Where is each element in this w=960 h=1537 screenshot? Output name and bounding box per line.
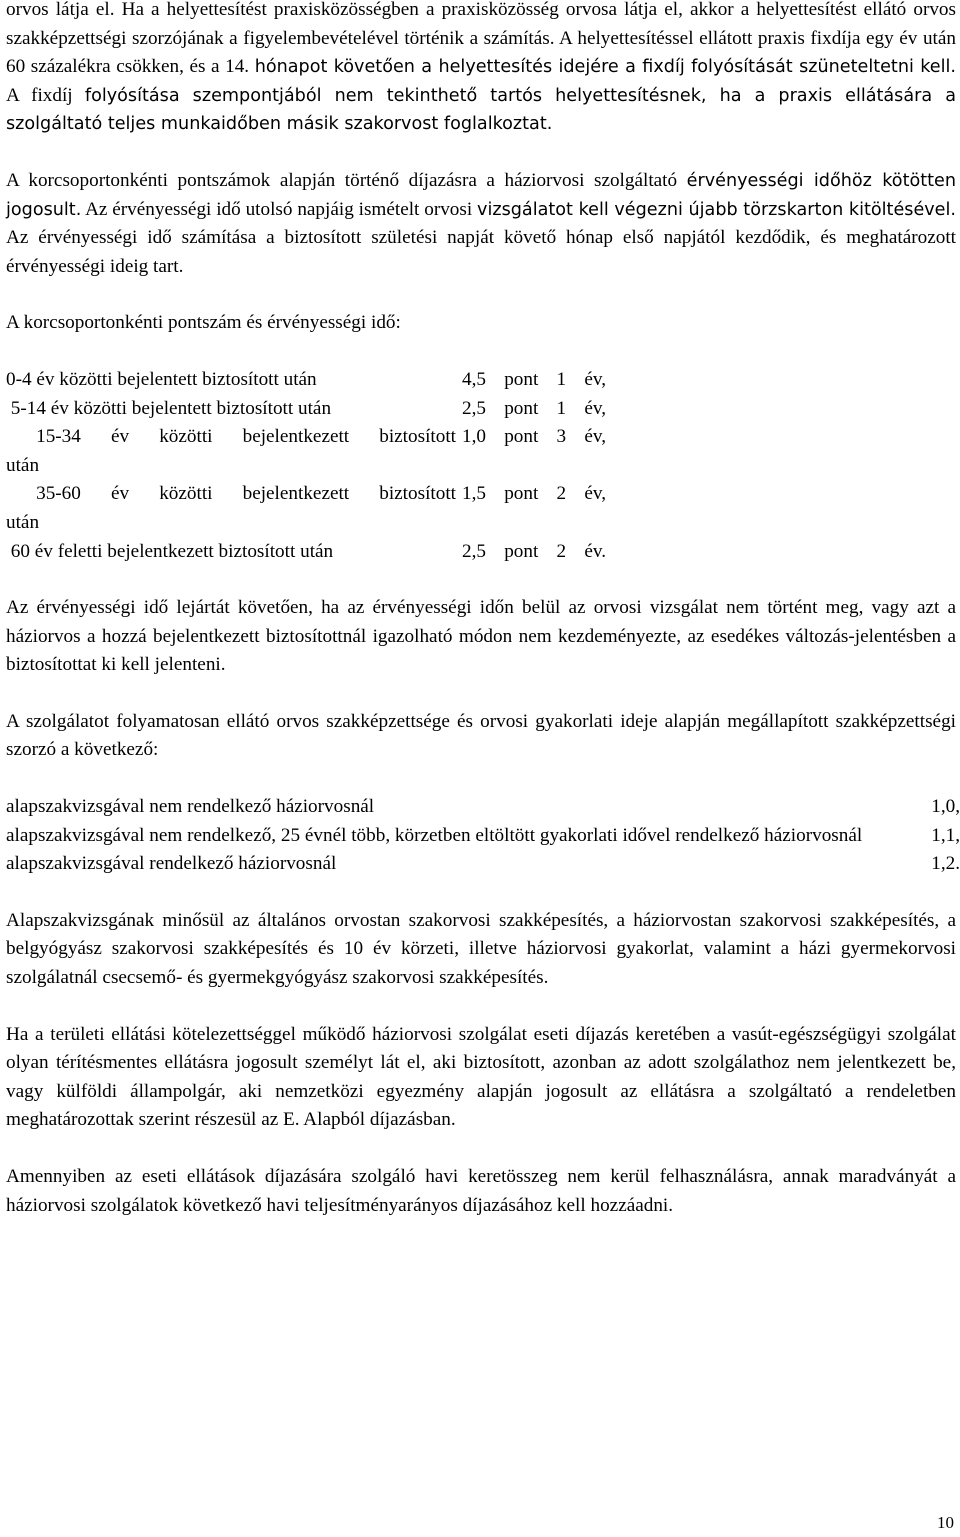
paragraph-occasional-care: Ha a területi ellátási kötelezettséggel működő háziorvosi szolgálat eseti díjazás keretében a vasút-egészségügyi szolgálat olyan térítésmentes ellátásra jogosult személyt lát el, aki biztosított, azonban az adott szolgálathoz nem jelentkezett be, vagy külföldi állampolgár, aki nemzetközi egyezmény alapján jogosult az ellátásra a szolgáltató a rendeletben meghatározottak szerint részesül az E. Alapból díjazásban. bbox=[6, 1023, 956, 1131]
age-group-points-value: 1,0 pont 3 év, bbox=[462, 426, 606, 448]
paragraph-points-heading: A korcsoportonkénti pontszám és érvényességi idő: bbox=[6, 312, 401, 334]
age-group-condition-line: 0-4 év közötti bejelentett biztosított után bbox=[6, 368, 317, 390]
paragraph-age-group-fee bbox=[6, 167, 956, 281]
age-group-condition-line: 35-60 év közötti bejelentkezett biztosított bbox=[6, 483, 456, 505]
text-run: A korcsoportonkénti pontszámok alapján történő díjazásra a háziorvosi szolgáltató bbox=[6, 169, 678, 191]
age-group-condition bbox=[6, 366, 456, 395]
age-group-condition bbox=[6, 538, 456, 567]
text-run: hónapot követően a helyettesítés idejére a fixdíj folyósítását szüneteltetni kell. bbox=[254, 57, 956, 78]
age-group-row bbox=[6, 480, 606, 537]
paragraph-validity-expiry: Az érvényességi idő lejártát követően, ha az érvényességi időn belül az orvosi vizsgálat nem történt meg, vagy azt a háziorvos a hozzá bejelentkezett biztosítottnál igazolható módon nem kezdeményezte, az esedékes változás-jelentésben a biztosítottat ki kell jelenteni. bbox=[6, 597, 956, 676]
age-group-row bbox=[6, 423, 606, 480]
age-group-row bbox=[6, 395, 606, 424]
age-group-points-value: 4,5 pont 1 év, bbox=[462, 368, 606, 390]
spacer bbox=[6, 566, 956, 594]
text-run: folyósítása szempontjából nem tekinthető tartós helyettesítésnek, ha a praxis ellátására a szolgáltató teljes munkaidőben másik szakorvost foglalkoztat. bbox=[6, 85, 956, 135]
age-group-condition-line: után bbox=[6, 454, 40, 476]
multiplier-row bbox=[6, 850, 960, 879]
multiplier-label: alapszakvizsgával rendelkező háziorvosnál bbox=[6, 853, 337, 875]
text-run: vizsgálatot kell végezni újabb törzskarton kitöltésével. bbox=[477, 199, 956, 220]
page-number: 10 bbox=[937, 1513, 954, 1532]
age-group-condition-line: 60 év feletti bejelentkezett biztosított után bbox=[6, 540, 334, 562]
spacer bbox=[6, 680, 956, 708]
text-run: A fixdíj bbox=[6, 84, 73, 106]
age-group-condition bbox=[6, 480, 456, 537]
age-group-condition-line: 15-34 év közötti bejelentkezett biztosított bbox=[6, 426, 456, 448]
text-run: Az érvényességi idő utolsó napjáig ismételt orvosi bbox=[85, 198, 473, 220]
multiplier-row bbox=[6, 822, 960, 851]
spacer bbox=[6, 993, 956, 1021]
qualification-multiplier-table bbox=[6, 793, 960, 879]
spacer bbox=[6, 338, 956, 366]
paragraph-substitution bbox=[6, 0, 956, 139]
age-group-row bbox=[6, 538, 606, 567]
age-group-points-value: 2,5 pont 1 év, bbox=[462, 397, 606, 419]
document-page bbox=[6, 0, 960, 1220]
multiplier-label: alapszakvizsgával nem rendelkező, 25 évnél több, körzetben eltöltött gyakorlati idővel rendelkező háziorvosnál bbox=[6, 824, 863, 846]
multiplier-row bbox=[6, 793, 960, 822]
age-group-condition bbox=[6, 395, 456, 424]
multiplier-value: 1,2. bbox=[931, 853, 960, 875]
spacer bbox=[6, 1135, 956, 1163]
age-group-condition-line: után bbox=[6, 511, 40, 533]
text-run: érvényességi időhöz kötötten jogosult. bbox=[6, 170, 957, 220]
spacer bbox=[6, 765, 956, 793]
age-group-condition bbox=[6, 423, 456, 480]
age-group-row bbox=[6, 366, 606, 395]
spacer bbox=[6, 281, 956, 309]
text-run: Az érvényességi idő számítása a biztosított születési napját követő hónap első napjától kezdődik, és meghatározott érvényességi ideig tart. bbox=[6, 227, 956, 277]
paragraph-basic-exam-definition: Alapszakvizsgának minősül az általános orvostan szakorvosi szakképesítés, a háziorvostan szakorvosi szakképesítés, a belgyógyász szakorvosi szakképesítés és 10 év körzeti, illetve háziorvosi gyakorlat, valamint a házi gyermekorvosi szolgálatnál csecsemő- és gyermekgyógyász szakorvosi szakképesítés. bbox=[6, 909, 956, 989]
spacer bbox=[6, 139, 956, 167]
age-group-points-value: 1,5 pont 2 év, bbox=[462, 483, 606, 505]
spacer bbox=[6, 879, 956, 907]
multiplier-value: 1,0, bbox=[931, 796, 960, 818]
age-group-condition-line: 5-14 év közötti bejelentett biztosított után bbox=[6, 397, 332, 419]
multiplier-value: 1,1, bbox=[931, 824, 960, 846]
age-group-points-table bbox=[6, 366, 606, 566]
age-group-points-value: 2,5 pont 2 év. bbox=[462, 540, 606, 562]
paragraph-multiplier-intro: A szolgálatot folyamatosan ellátó orvos szakképzettsége és orvosi gyakorlati ideje alapján megállapított szakképzettségi szorzó a következő: bbox=[6, 710, 956, 761]
multiplier-label: alapszakvizsgával nem rendelkező háziorvosnál bbox=[6, 796, 375, 818]
text-run: orvos látja el. Ha a helyettesítést praxisközösségben a praxisközösség orvosa látja el, akkor a helyettesítést ellátó orvos szakképzettségi szorzójának a figyelembevételével történik a számítás. A helyettesítéssel ellátott praxis fixdíja egy év után 60 százalékra csökken, és a 14. bbox=[6, 0, 956, 78]
paragraph-remaining-budget: Amennyiben az eseti ellátások díjazására szolgáló havi keretösszeg nem kerül felhasználásra, annak maradványát a háziorvosi szolgálatok következő havi teljesítményarányos díjazásához kell hozzáadni. bbox=[6, 1166, 956, 1216]
